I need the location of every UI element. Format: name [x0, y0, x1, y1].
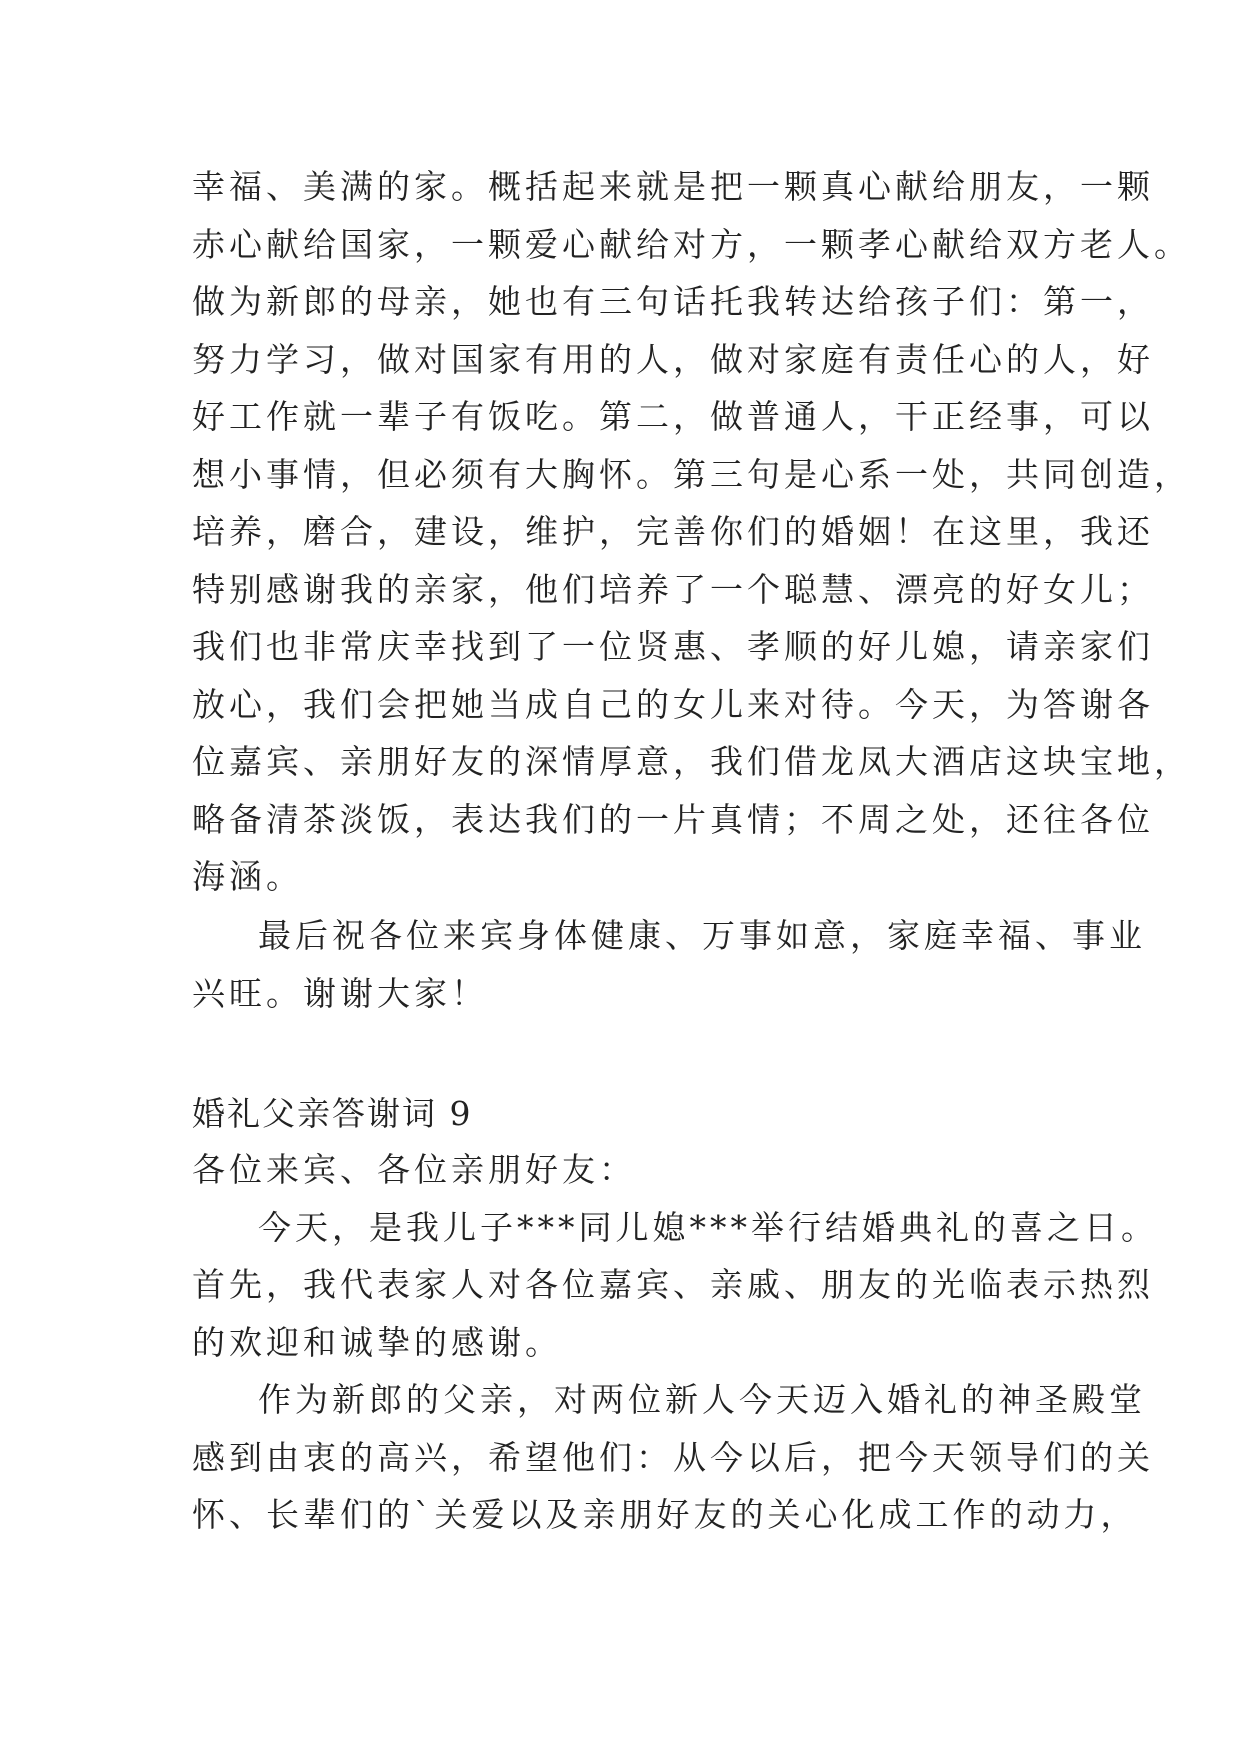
text-line: 海涵。 [192, 857, 303, 896]
text-line: 首先，我代表家人对各位嘉宾、亲戚、朋友的光临表示热烈 [192, 1265, 1154, 1304]
text-line: 幸福、美满的家。概括起来就是把一颗真心献给朋友，一颗 [192, 167, 1154, 206]
text-line: 感到由衷的高兴，希望他们：从今以后，把今天领导们的关 [192, 1437, 1154, 1477]
text-line: 的欢迎和诚挚的感谢。 [192, 1322, 562, 1362]
paragraph-continuation [192, 158, 1191, 906]
closing-paragraph [192, 907, 1146, 1022]
text-line: 兴旺。谢谢大家！ [192, 973, 488, 1013]
section-heading: 婚礼父亲答谢词 9 [192, 1094, 473, 1133]
text-line: 努力学习，做对国家有用的人，做对家庭有责任心的人，好 [192, 339, 1154, 379]
text-line: 好工作就一辈子有饭吃。第二，做普通人，干正经事，可以 [192, 397, 1154, 436]
text-line: 培养，磨合，建设，维护，完善你们的婚姻！在这里，我还 [192, 512, 1154, 551]
text-line: 作为新郎的父亲，对两位新人今天迈入婚礼的神圣殿堂 [258, 1380, 1146, 1419]
text-line: 我们也非常庆幸找到了一位贤惠、孝顺的好儿媳，请亲家们 [192, 627, 1154, 666]
text-line: 做为新郎的母亲，她也有三句话托我转达给孩子们：第一， [192, 282, 1154, 321]
text-line: 想小事情，但必须有大胸怀。第三句是心系一处，共同创造， [192, 454, 1191, 494]
text-line: 今天，是我儿子***同儿媳***举行结婚典礼的喜之日。 [258, 1207, 1158, 1247]
section-body [192, 1141, 1158, 1544]
text-line: 放心，我们会把她当成自己的女儿来对待。今天，为答谢各 [192, 684, 1154, 724]
text-line: 怀、长辈们的`关爱以及亲朋好友的关心化成工作的动力， [192, 1495, 1138, 1534]
text-line: 略备清茶淡饭，表达我们的一片真情；不周之处，还往各位 [192, 799, 1154, 839]
text-line: 最后祝各位来宾身体健康、万事如意，家庭幸福、事业 [258, 916, 1146, 955]
text-line: 特别感谢我的亲家，他们培养了一个聪慧、漂亮的好女儿； [192, 569, 1154, 609]
text-line: 赤心献给国家，一颗爱心献给对方，一颗孝心献给双方老人。 [192, 224, 1191, 264]
salutation: 各位来宾、各位亲朋好友： [192, 1150, 636, 1189]
text-line: 位嘉宾、亲朋好友的深情厚意，我们借龙凤大酒店这块宝地， [192, 742, 1191, 781]
